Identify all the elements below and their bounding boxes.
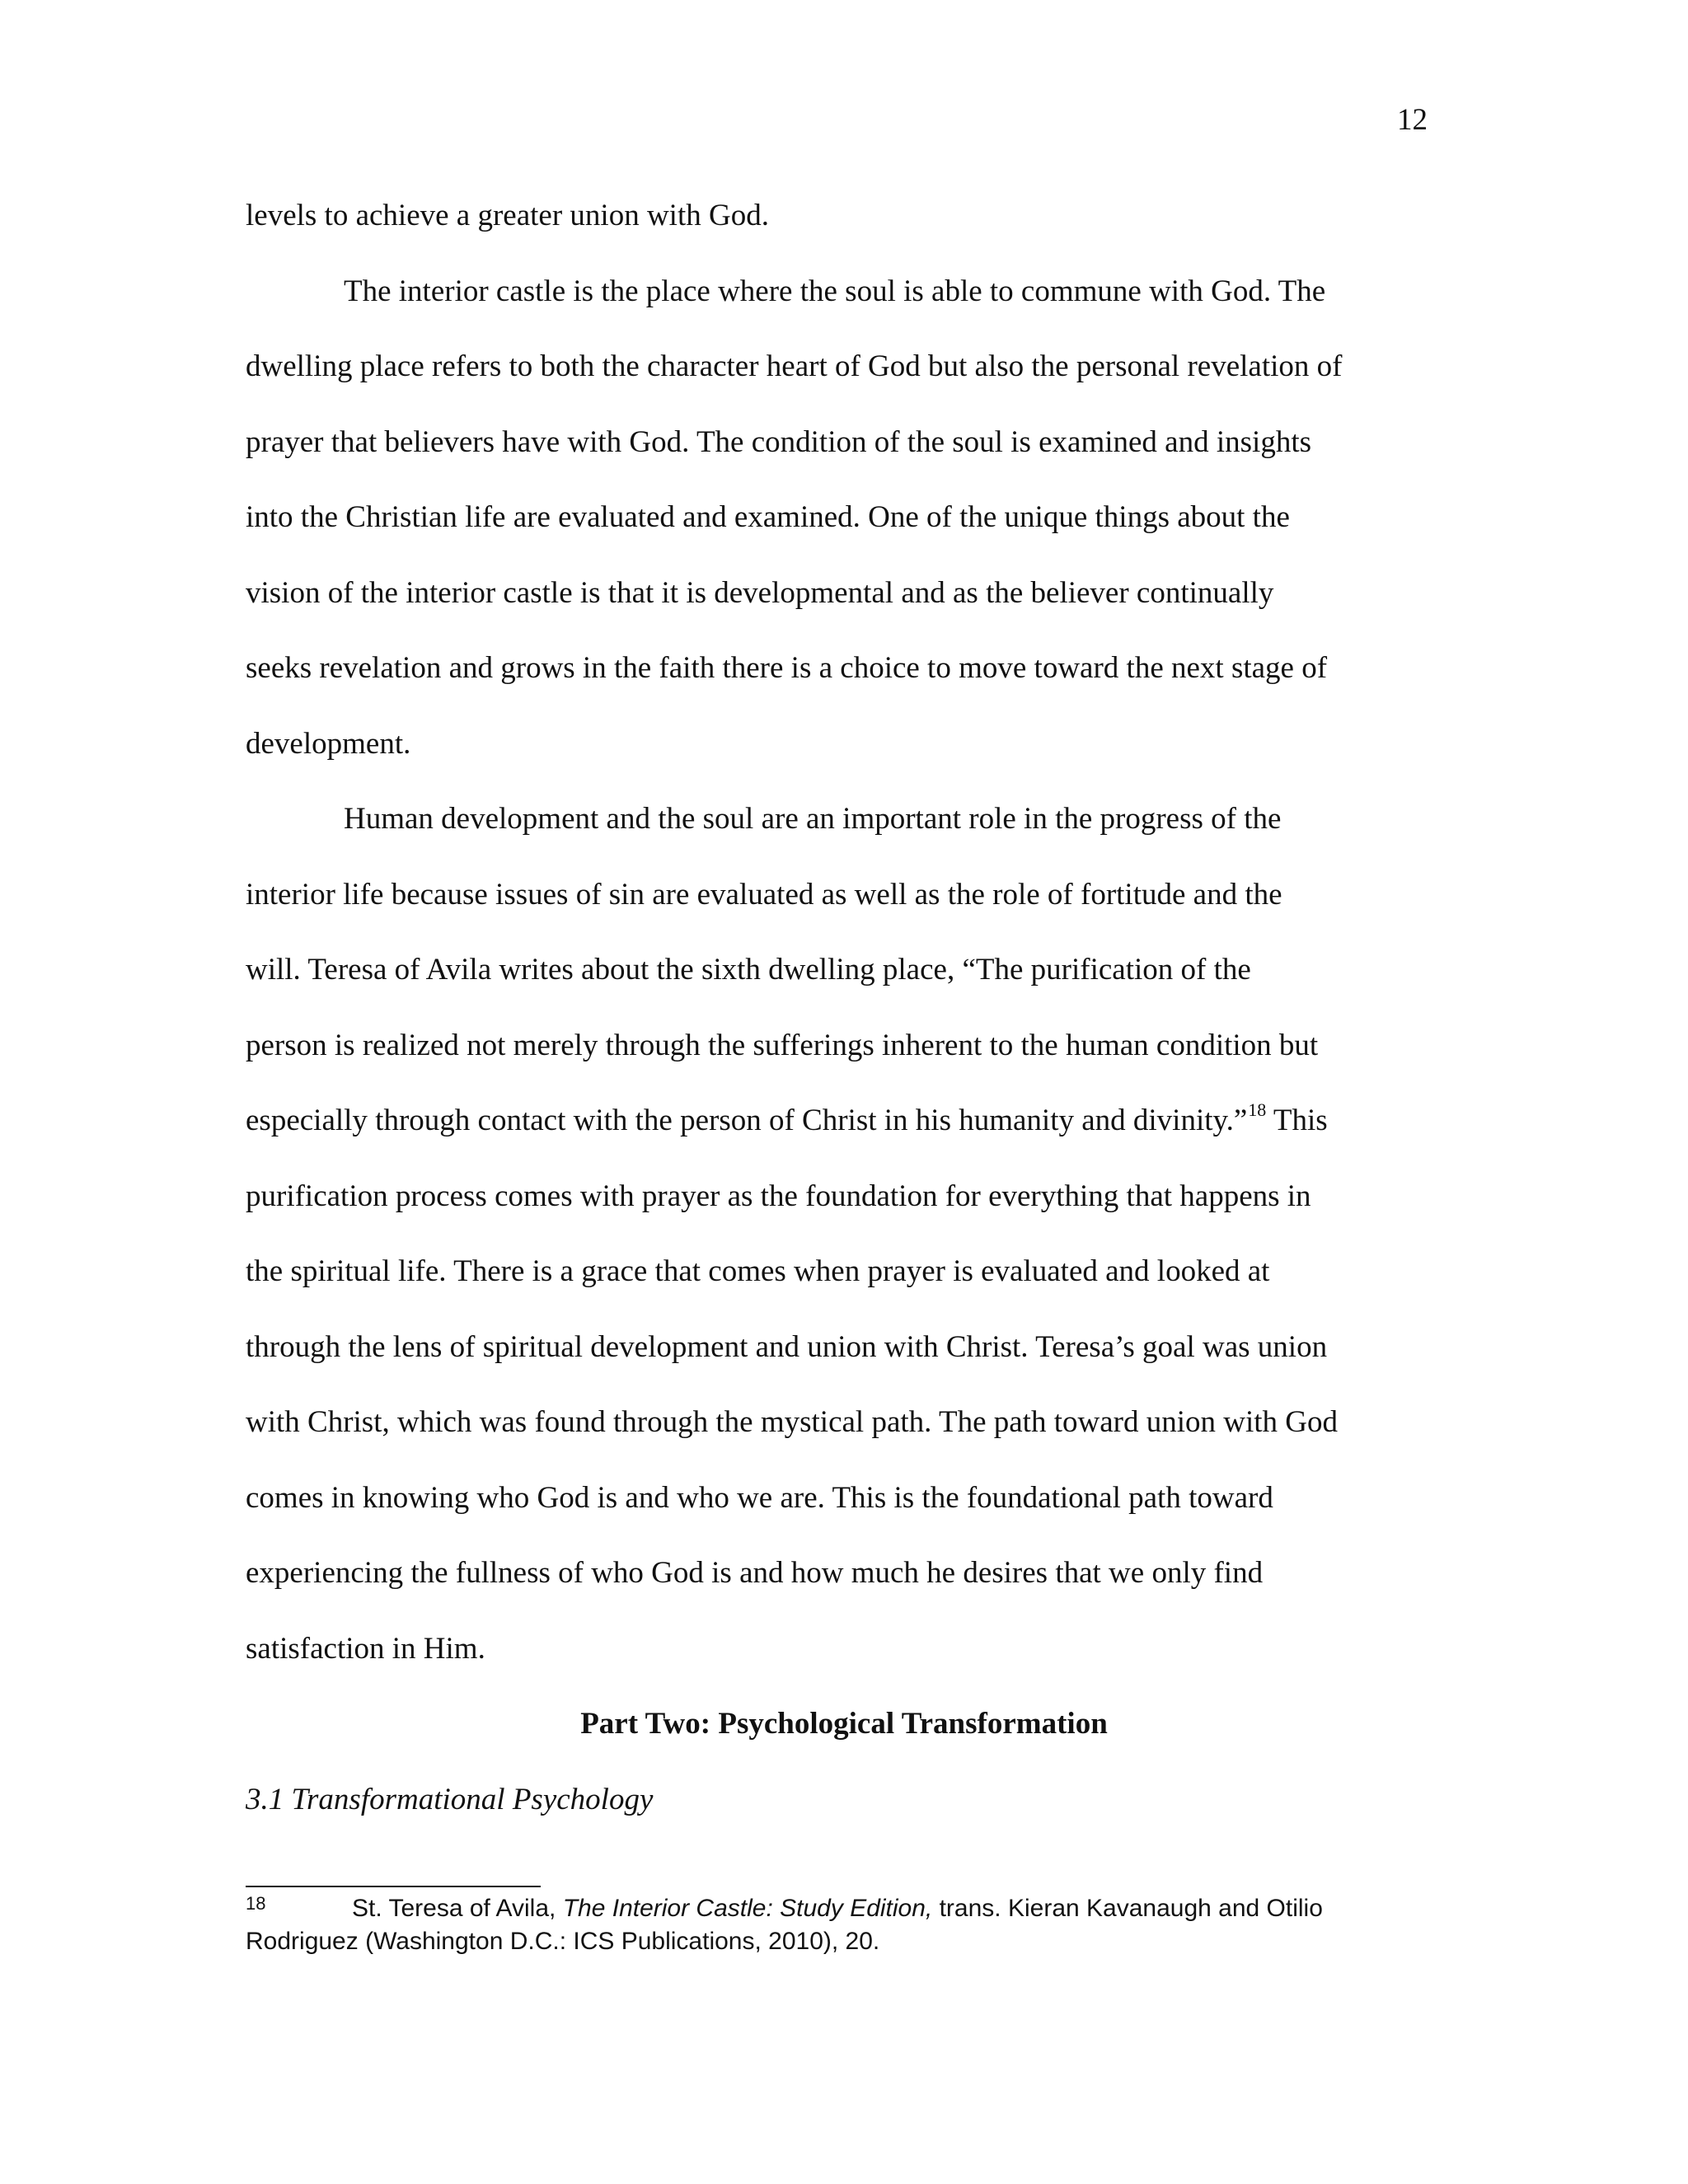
body-line: development. bbox=[246, 726, 411, 761]
body-line: through the lens of spiritual development and union with Christ. Teresa’s goal was union bbox=[246, 1329, 1328, 1364]
body-line: the spiritual life. There is a grace that comes when prayer is evaluated and looked at bbox=[246, 1254, 1270, 1288]
body-text bbox=[246, 186, 1442, 1845]
subsection-heading: 3.1 Transformational Psychology bbox=[246, 1782, 654, 1816]
body-line: interior life because issues of sin are evaluated as well as the role of fortitude and the bbox=[246, 877, 1282, 912]
body-line: experiencing the fullness of who God is and how much he desires that we only find bbox=[246, 1556, 1264, 1590]
quote-continuation: This bbox=[1266, 1104, 1328, 1137]
body-line: with Christ, which was found through the mystical path. The path toward union with God bbox=[246, 1405, 1338, 1439]
footnote-line: Rodriguez (Washington D.C.: ICS Publications, 2010), 20. bbox=[246, 1928, 880, 1955]
footnote-text: St. Teresa of Avila, bbox=[352, 1895, 563, 1922]
body-line-with-footnote bbox=[246, 1091, 1442, 1167]
footnote-line bbox=[246, 1892, 1442, 1925]
paragraph-first-line: Human development and the soul are an important role in the progress of the bbox=[344, 802, 1282, 836]
footnote-reference[interactable]: 18 bbox=[1248, 1099, 1267, 1120]
body-line: will. Teresa of Avila writes about the sixth dwelling place, “The purification of the bbox=[246, 953, 1251, 987]
footnote bbox=[246, 1892, 1442, 1958]
footnote-book-title: The Interior Castle: Study Edition, bbox=[562, 1895, 933, 1922]
body-line: seeks revelation and grows in the faith there is a choice to move toward the next stage of bbox=[246, 651, 1328, 685]
body-line: vision of the interior castle is that it is developmental and as the believer continually bbox=[246, 575, 1274, 610]
body-line: levels to achieve a greater union with God. bbox=[246, 199, 769, 232]
footnote-text-continued: trans. Kieran Kavanaugh and Otilio bbox=[932, 1895, 1323, 1922]
body-line: person is realized not merely through the sufferings inherent to the human condition but bbox=[246, 1028, 1319, 1062]
page-number: 12 bbox=[1397, 103, 1428, 137]
footnote-number: 18 bbox=[246, 1893, 266, 1914]
body-line: prayer that believers have with God. The condition of the soul is examined and insights bbox=[246, 424, 1311, 459]
quote-text: especially through contact with the person of Christ in his humanity and divinity.” bbox=[246, 1104, 1248, 1137]
body-line: satisfaction in Him. bbox=[246, 1631, 485, 1666]
footnote-separator bbox=[246, 1886, 541, 1887]
body-line: purification process comes with prayer as the foundation for everything that happens in bbox=[246, 1179, 1311, 1213]
paragraph-first-line: The interior castle is the place where the soul is able to commune with God. The bbox=[344, 274, 1326, 308]
body-line: dwelling place refers to both the character heart of God but also the personal revelation of bbox=[246, 349, 1343, 383]
section-heading: Part Two: Psychological Transformation bbox=[580, 1707, 1108, 1741]
body-line: comes in knowing who God is and who we are. This is the foundational path toward bbox=[246, 1480, 1273, 1515]
body-line: into the Christian life are evaluated and examined. One of the unique things about the bbox=[246, 500, 1290, 534]
